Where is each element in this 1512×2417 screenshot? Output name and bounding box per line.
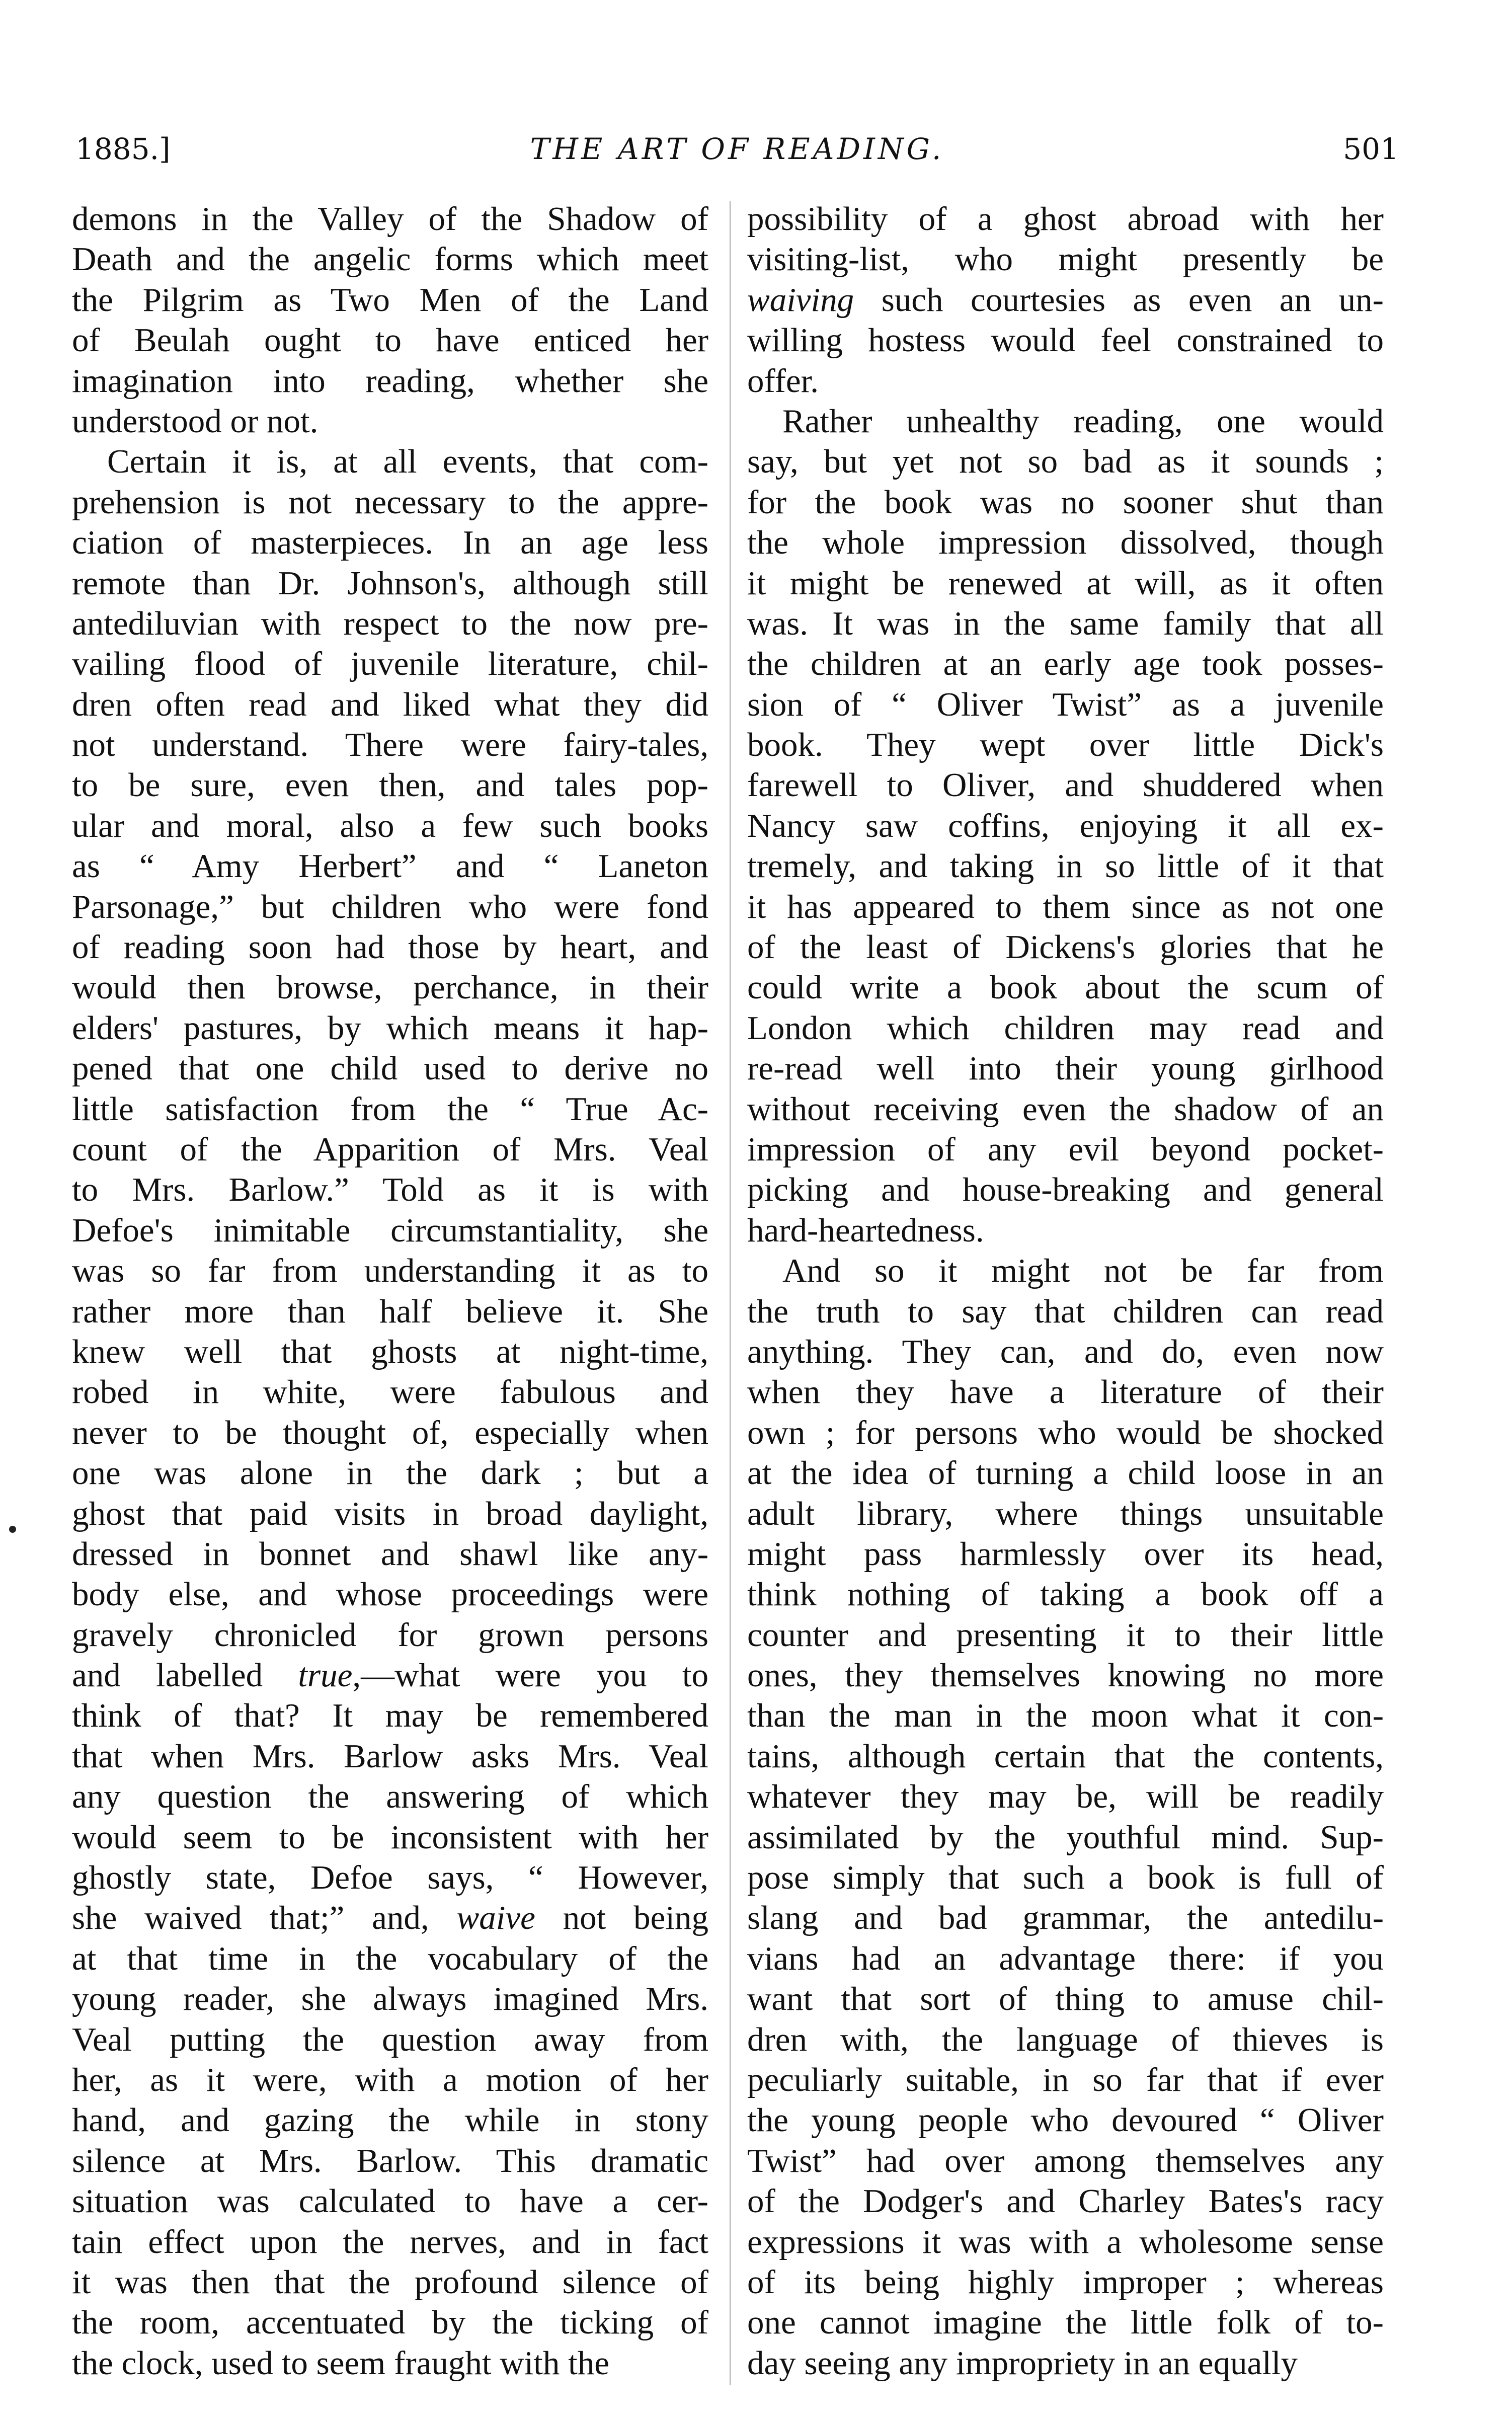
text-line: body else, and whose proceedings were: [72, 1576, 708, 1613]
text-line: assimilated by the youthful mind. Sup-: [747, 1818, 1384, 1856]
text-line: it was then that the profound silence of: [72, 2263, 708, 2301]
text-line: tain effect upon the nerves, and in fact: [72, 2223, 708, 2260]
text-line: not understand. There were fairy-tales,: [72, 726, 708, 764]
text-line: dren often read and liked what they did: [72, 685, 708, 723]
text-line: at that time in the vocabulary of the: [72, 1939, 708, 1977]
text-line: that when Mrs. Barlow asks Mrs. Veal: [72, 1737, 708, 1775]
text-line: any question the answering of which: [72, 1778, 708, 1816]
left-column: [72, 199, 708, 2383]
text-line: expressions it was with a wholesome sense: [747, 2223, 1384, 2260]
text-line: one was alone in the dark ; but a: [72, 1454, 708, 1492]
text-line: was so far from understanding it as to: [72, 1252, 708, 1290]
text-line: of the Dodger's and Charley Bates's racy: [747, 2182, 1384, 2220]
text-line: it has appeared to them since as not one: [747, 888, 1384, 925]
text-line: one cannot imagine the little folk of to-: [747, 2304, 1384, 2342]
text-line: of its being highly improper ; whereas: [747, 2263, 1384, 2301]
text-line: the Pilgrim as Two Men of the Land: [72, 281, 708, 319]
text-line: never to be thought of, especially when: [72, 1414, 708, 1451]
text-line: than the man in the moon what it con-: [747, 1697, 1384, 1735]
text-line: the room, accentuated by the ticking of: [72, 2304, 708, 2342]
text-line: Nancy saw coffins, enjoying it all ex-: [747, 807, 1384, 844]
text-line: [747, 280, 1384, 320]
text-line: think of that? It may be remembered: [72, 1697, 708, 1735]
text-line: elders' pastures, by which means it hap-: [72, 1009, 708, 1047]
text-line: anything. They can, and do, even now: [747, 1333, 1384, 1370]
text-line: when they have a literature of their: [747, 1373, 1384, 1411]
text-line: whatever they may be, will be readily: [747, 1778, 1384, 1816]
text-line: gravely chronicled for grown persons: [72, 1616, 708, 1654]
text-line: the children at an early age took posses-: [747, 645, 1384, 683]
text-line: might pass harmlessly over its head,: [747, 1535, 1384, 1573]
text-line: tremely, and taking in so little of it that: [747, 847, 1384, 885]
ink-spot: [9, 1526, 16, 1533]
text-line: for the book was no sooner shut than: [747, 483, 1384, 521]
text-line: Twist” had over among themselves any: [747, 2142, 1384, 2179]
text-line: could write a book about the scum of: [747, 969, 1384, 1006]
text-line: young reader, she always imagined Mrs.: [72, 1980, 708, 2018]
text-line: impression of any evil beyond pocket-: [747, 1130, 1384, 1168]
text-line: of Beulah ought to have enticed her: [72, 322, 708, 359]
text-line: pened that one child used to derive no: [72, 1050, 708, 1087]
text-line: want that sort of thing to amuse chil-: [747, 1980, 1384, 2018]
text-run: and labelled: [72, 1657, 298, 1694]
column-divider: [730, 201, 731, 2385]
text-line: Parsonage,” but children who were fond: [72, 888, 708, 925]
header-title: THE ART OF READING.: [530, 132, 944, 166]
text-line: farewell to Oliver, and shuddered when: [747, 766, 1384, 804]
text-line: vians had an advantage there: if you: [747, 1939, 1384, 1977]
text-line: to be sure, even then, and tales pop-: [72, 766, 708, 804]
text-run: she waived that;” and,: [72, 1899, 457, 1937]
text-line: Rather unhealthy reading, one would: [782, 402, 1384, 440]
text-line: think nothing of taking a book off a: [747, 1576, 1384, 1613]
text-line: count of the Apparition of Mrs. Veal: [72, 1130, 708, 1168]
text-line: would then browse, perchance, in their: [72, 969, 708, 1006]
text-line: it might be renewed at will, as it often: [747, 564, 1384, 602]
text-line: picking and house-breaking and general: [747, 1171, 1384, 1209]
text-line: at the idea of turning a child loose in an: [747, 1454, 1384, 1492]
text-line: hand, and gazing the while in stony: [72, 2101, 708, 2139]
text-line: London which children may read and: [747, 1009, 1384, 1047]
text-line: demons in the Valley of the Shadow of: [72, 200, 708, 238]
text-run: ,—what were you to: [352, 1657, 708, 1694]
right-column: [747, 199, 1384, 2383]
text-line: Death and the angelic forms which meet: [72, 241, 708, 278]
text-line: prehension is not necessary to the appre-: [72, 483, 708, 521]
text-line: knew well that ghosts at night-time,: [72, 1333, 708, 1370]
text-line: of reading soon had those by heart, and: [72, 928, 708, 966]
text-line: to Mrs. Barlow.” Told as it is with: [72, 1171, 708, 1209]
italic-word: true: [298, 1657, 353, 1694]
text-line: ghost that paid visits in broad daylight,: [72, 1495, 708, 1532]
text-line: tains, although certain that the contents,: [747, 1737, 1384, 1775]
running-header: [75, 132, 1399, 177]
text-line: pose simply that such a book is full of: [747, 1859, 1384, 1897]
header-year: 1885.]: [75, 132, 171, 166]
text-line: peculiarly suitable, in so far that if ever: [747, 2061, 1384, 2098]
text-line: as “ Amy Herbert” and “ Laneton: [72, 847, 708, 885]
text-line: the clock, used to seem fraught with the: [72, 2344, 609, 2382]
text-line: vailing flood of juvenile literature, chil-: [72, 645, 708, 683]
text-line: the whole impression dissolved, though: [747, 524, 1384, 562]
text-line: book. They wept over little Dick's: [747, 726, 1384, 764]
text-line: [72, 1655, 708, 1695]
text-line: counter and presenting it to their little: [747, 1616, 1384, 1654]
text-line: the truth to say that children can read: [747, 1292, 1384, 1330]
text-line: understood or not.: [72, 402, 319, 440]
text-line: possibility of a ghost abroad with her: [747, 200, 1384, 238]
text-line: adult library, where things unsuitable: [747, 1495, 1384, 1532]
text-line: own ; for persons who would be shocked: [747, 1414, 1384, 1451]
text-line: was. It was in the same family that all: [747, 604, 1384, 642]
text-line: ones, they themselves knowing no more: [747, 1657, 1384, 1694]
text-line: And so it might not be far from: [782, 1252, 1384, 1290]
page-number: 501: [1343, 132, 1399, 166]
text-line: [72, 1898, 708, 1938]
text-line: without receiving even the shadow of an: [747, 1090, 1384, 1128]
text-line: ular and moral, also a few such books: [72, 807, 708, 844]
text-line: Veal putting the question away from: [72, 2020, 708, 2058]
text-line: silence at Mrs. Barlow. This dramatic: [72, 2142, 708, 2179]
text-line: rather more than half believe it. She: [72, 1292, 708, 1330]
text-line: would seem to be inconsistent with her: [72, 1818, 708, 1856]
text-line: say, but yet not so bad as it sounds ;: [747, 443, 1384, 481]
text-line: visiting-list, who might presently be: [747, 241, 1384, 278]
text-line: re-read well into their young girlhood: [747, 1050, 1384, 1087]
text-line: little satisfaction from the “ True Ac-: [72, 1090, 708, 1128]
text-line: antediluvian with respect to the now pre-: [72, 604, 708, 642]
text-line: willing hostess would feel constrained to: [747, 322, 1384, 359]
text-line: ciation of masterpieces. In an age less: [72, 524, 708, 562]
text-line: Defoe's inimitable circumstantiality, she: [72, 1211, 708, 1249]
text-line: remote than Dr. Johnson's, although still: [72, 564, 708, 602]
italic-word: waive: [456, 1899, 535, 1937]
text-line: ghostly state, Defoe says, “ However,: [72, 1859, 708, 1897]
text-line: day seeing any impropriety in an equally: [747, 2344, 1298, 2382]
italic-word: waiving: [747, 281, 854, 319]
text-line: dren with, the language of thieves is: [747, 2020, 1384, 2058]
text-line: hard-heartedness.: [747, 1211, 984, 1249]
text-line: situation was calculated to have a cer-: [72, 2182, 708, 2220]
text-run: not being: [535, 1899, 708, 1937]
text-line: slang and bad grammar, the antedilu-: [747, 1899, 1384, 1937]
text-line: of the least of Dickens's glories that he: [747, 928, 1384, 966]
text-line: imagination into reading, whether she: [72, 362, 708, 400]
text-line: Certain it is, at all events, that com-: [107, 443, 708, 481]
text-line: her, as it were, with a motion of her: [72, 2061, 708, 2098]
text-line: dressed in bonnet and shawl like any-: [72, 1535, 708, 1573]
text-line: offer.: [747, 362, 819, 400]
text-line: sion of “ Oliver Twist” as a juvenile: [747, 685, 1384, 723]
text-line: the young people who devoured “ Oliver: [747, 2101, 1384, 2139]
text-line: robed in white, were fabulous and: [72, 1373, 708, 1411]
text-run: such courtesies as even an un-: [854, 281, 1384, 319]
